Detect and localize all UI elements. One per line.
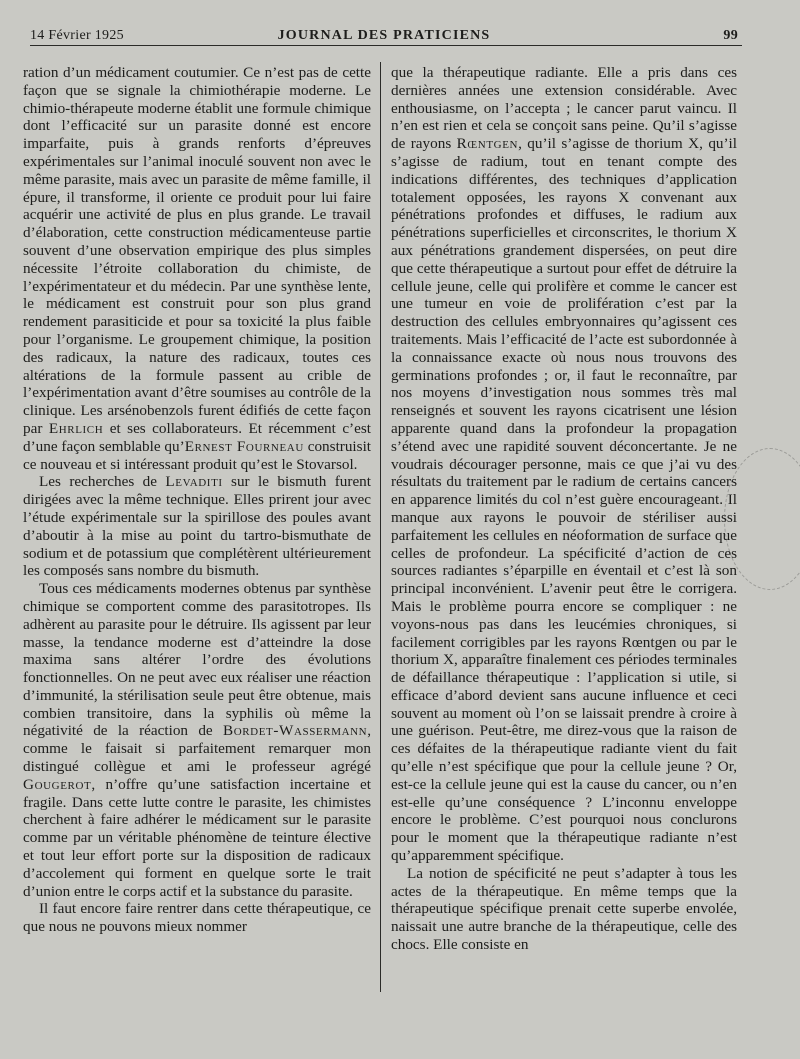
text-run: Tous ces médicaments modernes obtenus par synthèse chimique se comportent comme des parasitotropes. Ils adhèrent au parasite pour le détruire. Ils agissent par leur masse, la tendance moderne est d’atteindre la dose maxima sans altérer l’ordre des évolutions fonctionnelles. On ne peut avec eux réaliser une réaction d’immunité, la stérilisation seule peut être obtenue, mais combien transitoire, dans la syphilis où même la négativité de la réaction de bbox=[23, 580, 371, 740]
author-name-ehrlich: Ehrlich bbox=[48, 419, 104, 437]
text-run: construisit ce nouveau et si intéressant produit qu’est le Stovarsol. bbox=[23, 437, 372, 473]
header-rule bbox=[30, 45, 742, 46]
paragraph: La notion de spécificité ne peut s’adapter à tous les actes de la thérapeutique. En même temps que la thérapeutique spécifique prenait cette superbe envolée, naissait une autre branche de la thérapeutique, celle des chocs. Elle consiste en bbox=[391, 864, 737, 954]
author-name-fourneau: Ernest Fourneau bbox=[184, 437, 304, 455]
right-column bbox=[391, 64, 737, 954]
name-roentgen: Rœntgen bbox=[456, 135, 519, 153]
text-run: , qu’il s’agisse de thorium X, qu’il s’agisse de radium, tout en tenant compte des indications différentes, des techniques d’application totalement opposées, les rayons X convenant aux pénétrations profondes et diffuses, le radium aux pénétrations superficielles et circonscrites, le thorium X aux pénétrations grandement dispersées, on peut dire que cette thérapeutique a surtout pour effet de détruire la cellule jeune, celle qui prolifère et comme le cancer est une tumeur en voie de prolifération c’est par la destruction des cellules embryonnaires qu’agissent ces traitements. Mais l’efficacité de l’acte est subordonnée à la connaissance exacte où nous nous trouvons des germinations profondes ; or, il faut le reconnaître, par nos moyens d’investigation nous sommes très mal renseignés et souvent les rayons cicatrisent une lésion apparente quand dans la profondeur la propagation s’étend avec une rapidité souvent déconcertante. Je ne voudrais décourager personne, mais ce que j’ai vu des résultats du traitement par le radium de certains cancers en apparence limités du col n’est guère encourageant. Il manque aux rayons le pouvoir de stériliser aussi parfaitement les cellules en néoformation de surface que celles de profondeur. La spécificité d’action de ces sources radiantes s’éparpille en éventail et c’est là son principal inconvénient. L’avenir peut être le corrigera. Mais le problème pourra encore se compliquer : ne voyons-nous pas dans les leucémies chroniques, si facilement corrigibles par les rayons Rœntgen ou par le thorium X, apparaître finalement ces périodes terminales de défaillance thérapeutique : l’application si utile, si efficace d’abord devient sans aucune influence et ceci souvent au moment où l’on se laissait prendre à croire à une guérison. Peut-être, me direz-vous que la raison de ces défaites de la thérapeutique radiante vient du fait qu’elle n’est spécifique que pour la cellule jeune ? Or, est-ce la cellule jeune qui est la cause du cancer, ou n’en est-elle qu’une conséquence ? L’inconnu enveloppe encore le problème. C’est pourquoi nous conclurons pour le moment que la thérapeutique radiante n’est qu’apparemment spécifique. bbox=[391, 135, 737, 865]
paragraph bbox=[391, 64, 737, 865]
text-run: ration d’un médicament coutumier. Ce n’est pas de cette façon que se signale la chimiothérapie moderne. Le chimio-thérapeute moderne établit une formule chimique dont l’efficacité sur un parasite donné est encore imparfaite, puis à grands renforts d’épreuves expérimentales sur l’animal inoculé souvent non avec le même parasite, mais avec un parasite de même famille, il épure, il transforme, il oriente ce produit pour lui faire acquérir une activité de plus en plus grande. Le travail d’élaboration, cette construction médicamenteuse partie souvent d’une observation empirique des plus simples nécessite l’étroite collaboration du chimiste, de l’expérimentateur et du médecin. Par une synthèse lente, le médicament est construit pour son plus grand rendement parasiticide et pour sa toxicité la plus faible pour l’organisme. Le groupement chimique, la position des radicaux, la nature des radicaux, toutes ces altérations de la formule passent au crible de l’expérimentation avant d’être soumises au contrôle de la clinique. Les arsénobenzols furent édifiés de cette façon par bbox=[23, 64, 371, 437]
paragraph bbox=[23, 580, 371, 900]
text-run: , comme le faisait si parfaitement remarquer mon distingué collègue et ami le professeur agrégé bbox=[23, 722, 371, 776]
author-name-bordet-wassermann: Bordet-Wassermann bbox=[222, 722, 368, 740]
left-column bbox=[23, 64, 371, 936]
page-header bbox=[30, 24, 738, 44]
text-run: sur le bismuth furent dirigées avec la même technique. Elles prirent jour avec l’étude expérimentale sur la spirillose des poules avant d’aboutir à la mise au point du tartro-bismuthate de sodium et de potassium que complétèrent ultérieurement les composés sans nombre du bismuth. bbox=[23, 473, 371, 580]
paragraph bbox=[23, 64, 371, 473]
text-run: que la thérapeutique radiante. Elle a pris dans ces dernières années une extension considérable. Avec enthousiasme, on l’accepta ; le cancer parut vaincu. Il n’en est rien et cela se conçoit sans peine. Qu’il s’agisse de rayons bbox=[391, 64, 737, 153]
author-name-levaditi: Levaditi bbox=[165, 473, 223, 491]
paragraph bbox=[23, 473, 371, 580]
column-divider bbox=[380, 62, 381, 992]
author-name-gougerot: Gougerot bbox=[23, 775, 92, 793]
page-number: 99 bbox=[723, 28, 738, 43]
text-run: , n’offre qu’une satisfaction incertaine et fragile. Dans cette lutte contre le parasite, les chimistes cherchent à faire adhérer le médicament sur le parasite comme par un véritable phénomène de teinture élective et tout leur effort porte sur la disposition de radicaux d’accolement qui forment en quelque sorte le trait d’union entre le corps actif et la substance du parasite. bbox=[23, 775, 371, 900]
text-run: et ses collaborateurs. Et récemment c’est d’une façon semblable qu’ bbox=[23, 419, 371, 455]
header-date: 14 Février 1925 bbox=[30, 28, 124, 43]
paragraph: Il faut encore faire rentrer dans cette thérapeutique, ce que nous ne pouvons mieux nommer bbox=[23, 900, 371, 936]
journal-title: JOURNAL DES PRATICIENS bbox=[277, 28, 491, 43]
text-run: Les recherches de bbox=[39, 473, 166, 491]
